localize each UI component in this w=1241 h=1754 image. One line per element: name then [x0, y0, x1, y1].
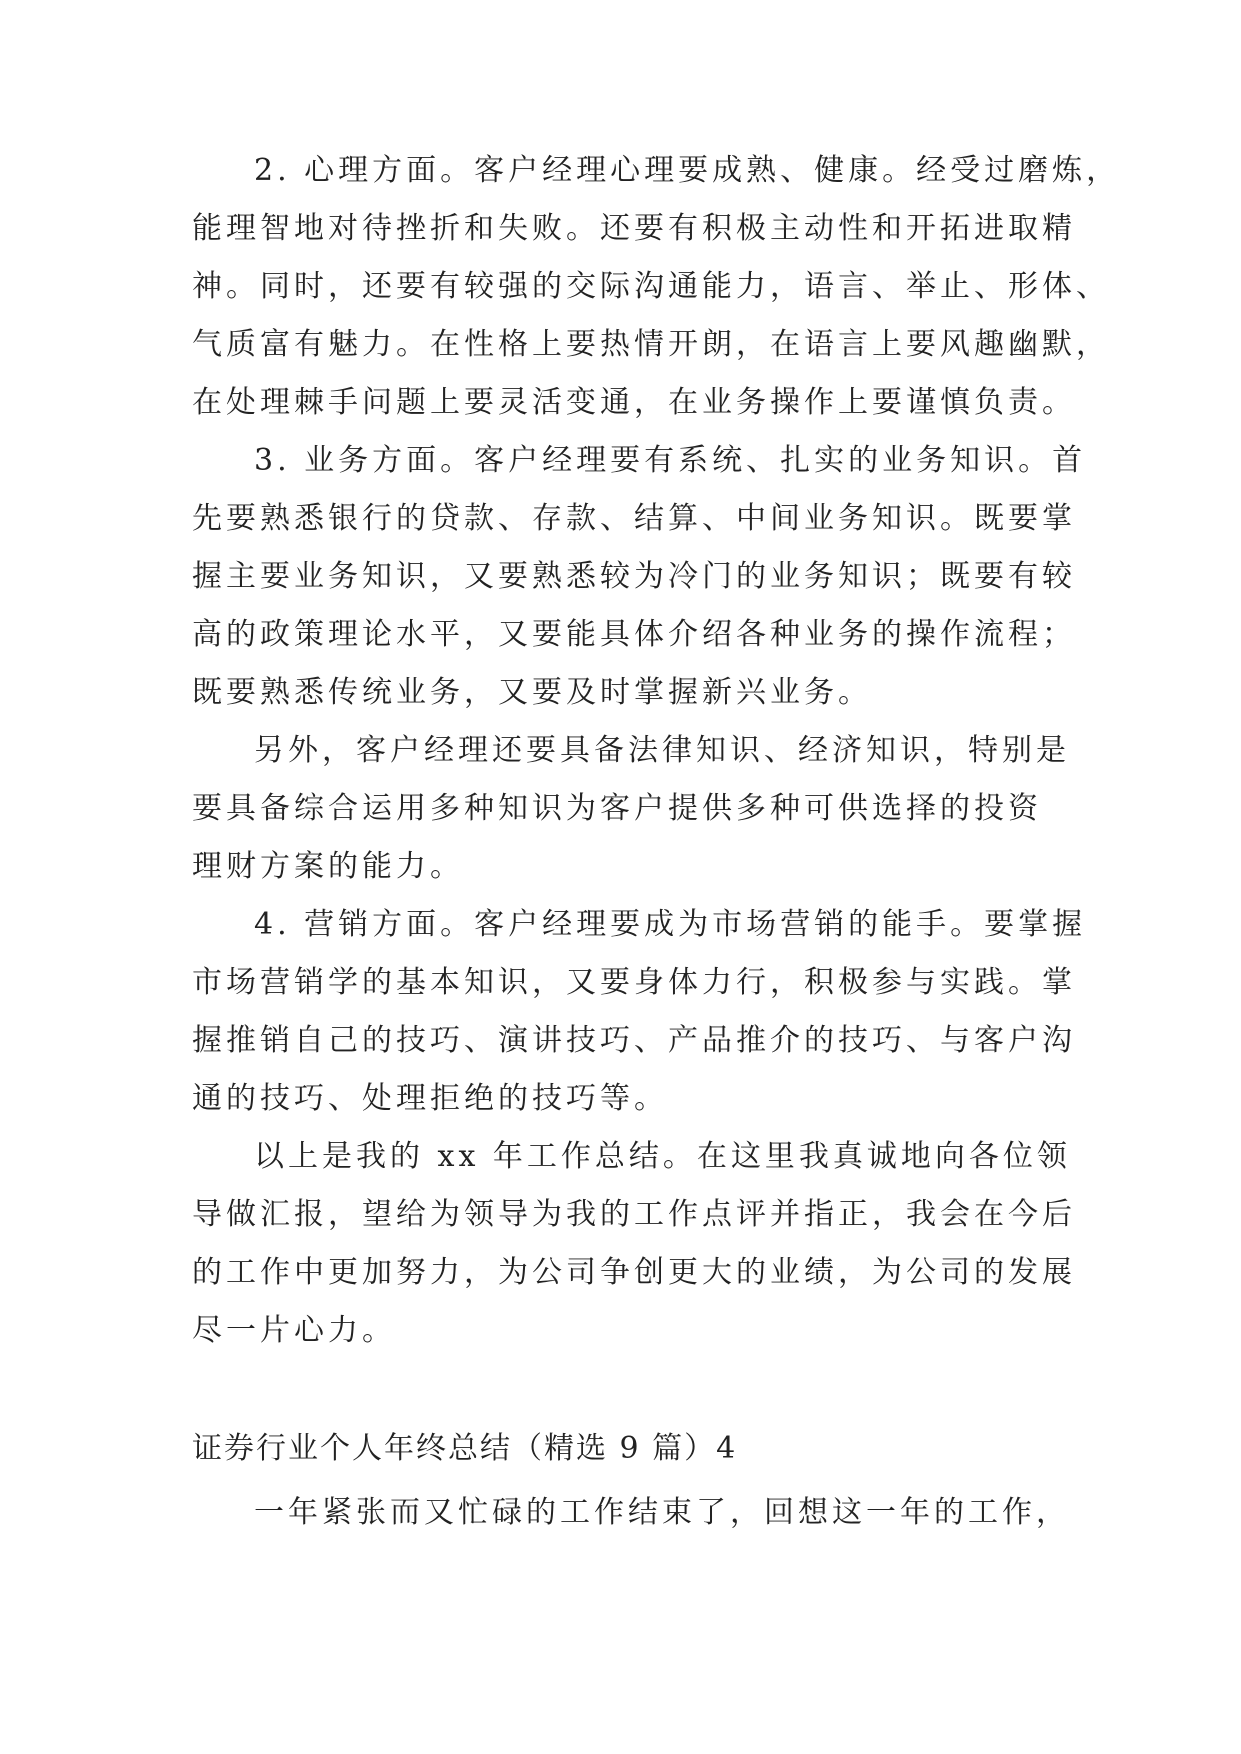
paragraph-line: 4. 营销方面。客户经理要成为市场营销的能手。要掌握	[254, 907, 1087, 942]
paragraph-line: 神。同时，还要有较强的交际沟通能力，语言、举止、形体、	[192, 269, 1110, 304]
paragraph-line: 的工作中更加努力，为公司争创更大的业绩，为公司的发展	[192, 1255, 1076, 1290]
paragraph-line: 导做汇报，望给为领导为我的工作点评并指正，我会在今后	[192, 1197, 1076, 1232]
paragraph-line: 在处理棘手问题上要灵活变通，在业务操作上要谨慎负责。	[192, 385, 1076, 420]
paragraph-line: 通的技巧、处理拒绝的技巧等。	[192, 1081, 668, 1116]
paragraph-line: 气质富有魅力。在性格上要热情开朗，在语言上要风趣幽默，	[192, 327, 1110, 362]
section-title: 证券行业个人年终总结（精选 9 篇）4	[192, 1431, 738, 1466]
paragraph-line: 一年紧张而又忙碌的工作结束了，回想这一年的工作，	[254, 1495, 1070, 1530]
paragraph-line: 尽一片心力。	[192, 1313, 396, 1348]
paragraph-line: 2. 心理方面。客户经理心理要成熟、健康。经受过磨炼，	[254, 153, 1121, 188]
paragraph-line: 握推销自己的技巧、演讲技巧、产品推介的技巧、与客户沟	[192, 1023, 1076, 1058]
paragraph-line: 先要熟悉银行的贷款、存款、结算、中间业务知识。既要掌	[192, 501, 1076, 536]
paragraph-line: 高的政策理论水平，又要能具体介绍各种业务的操作流程；	[192, 617, 1076, 652]
paragraph-line: 理财方案的能力。	[192, 849, 464, 884]
paragraph-line: 既要熟悉传统业务，又要及时掌握新兴业务。	[192, 675, 872, 710]
paragraph-line: 以上是我的 xx 年工作总结。在这里我真诚地向各位领	[254, 1139, 1071, 1174]
paragraph-line: 另外，客户经理还要具备法律知识、经济知识，特别是	[254, 733, 1070, 768]
paragraph-line: 握主要业务知识，又要熟悉较为冷门的业务知识；既要有较	[192, 559, 1076, 594]
paragraph-line: 市场营销学的基本知识，又要身体力行，积极参与实践。掌	[192, 965, 1076, 1000]
paragraph-line: 3. 业务方面。客户经理要有系统、扎实的业务知识。首	[254, 443, 1087, 478]
paragraph-line: 要具备综合运用多种知识为客户提供多种可供选择的投资	[192, 791, 1042, 826]
paragraph-line: 能理智地对待挫折和失败。还要有积极主动性和开拓进取精	[192, 211, 1076, 246]
